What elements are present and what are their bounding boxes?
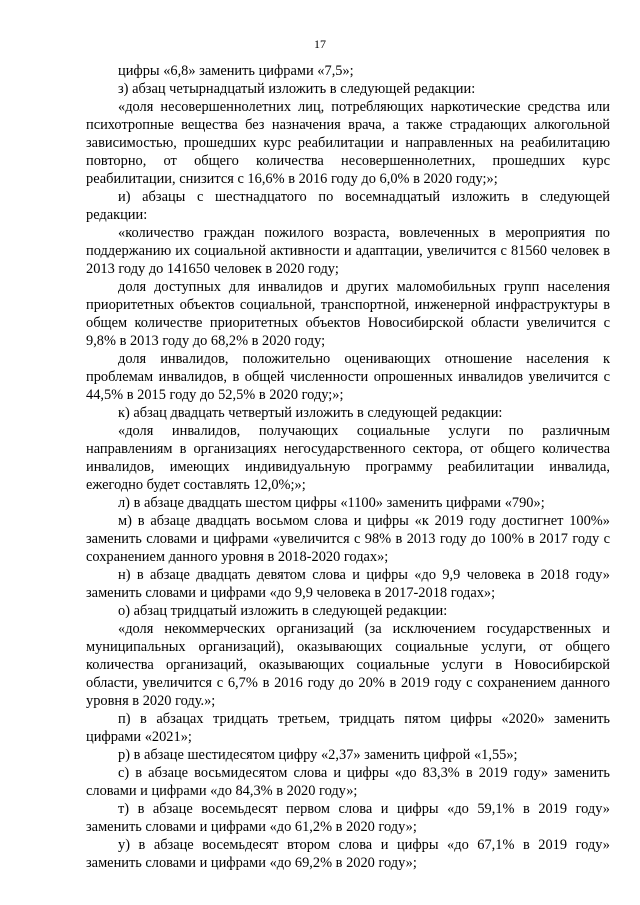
paragraph: «доля некоммерческих организаций (за исключением государственных и муниципальных организаций), оказывающих социальные услуги, от общего количества организаций, оказывающих социальные услуги в Новосибирской области, увеличится с 6,7% в 2016 году до 20% в 2019 году с сохранением данного уровня в 2020 году.»;: [86, 621, 610, 709]
paragraph: доля инвалидов, положительно оценивающих отношение населения к проблемам инвалидов, в общей численности опрошенных инвалидов увеличится с 44,5% в 2015 году до 52,5% в 2020 году;»;: [86, 351, 610, 403]
paragraph: п) в абзацах тридцать третьем, тридцать пятом цифры «2020» заменить цифрами «2021»;: [86, 711, 610, 745]
paragraph: л) в абзаце двадцать шестом цифры «1100» заменить цифрами «790»;: [118, 495, 545, 511]
paragraph: о) абзац тридцатый изложить в следующей редакции:: [118, 603, 448, 619]
paragraph: «количество граждан пожилого возраста, вовлеченных в мероприятия по поддержанию их социальной активности и адаптации, увеличится с 81560 человек в 2013 году до 141650 человек в 2020 году;: [86, 225, 610, 277]
paragraph: р) в абзаце шестидесятом цифру «2,37» заменить цифрой «1,55»;: [118, 747, 518, 763]
paragraph: т) в абзаце восемьдесят первом слова и цифры «до 59,1% в 2019 году» заменить словами и цифрами «до 61,2% в 2020 году»;: [86, 801, 610, 835]
paragraph: «доля несовершеннолетних лиц, потребляющих наркотические средства или психотропные вещества без назначения врача, а также страдающих алкогольной зависимостью, прошедших курс реабилитации и направленных на реабилитацию повторно, от общего количества несовершеннолетних, прошедших курс реабилитации, снизится с 16,6% в 2016 году до 6,0% в 2020 году;»;: [86, 99, 610, 187]
document-body: [86, 62, 610, 872]
paragraph: доля доступных для инвалидов и других маломобильных групп населения приоритетных объектов социальной, транспортной, инженерной инфраструктуры в общем количестве приоритетных объектов Новосибирской области увеличится с 9,8% в 2013 году до 68,2% в 2020 году;: [86, 279, 610, 349]
paragraph: «доля инвалидов, получающих социальные услуги по различным направлениям в организациях негосударственного сектора, от общего количества инвалидов, имеющих индивидуальную программу реабилитации инвалида, ежегодно будет составлять 12,0%;»;: [86, 423, 610, 493]
paragraph: м) в абзаце двадцать восьмом слова и цифры «к 2019 году достигнет 100%» заменить словами и цифрами «увеличится с 98% в 2013 году до 100% в 2017 году с сохранением данного уровня в 2018-2020 годах»;: [86, 513, 610, 565]
page-number: 17: [314, 37, 326, 51]
paragraph: и) абзацы с шестнадцатого по восемнадцатый изложить в следующей редакции:: [86, 189, 610, 223]
paragraph: к) абзац двадцать четвертый изложить в следующей редакции:: [118, 405, 503, 421]
paragraph: цифры «6,8» заменить цифрами «7,5»;: [118, 63, 354, 79]
paragraph: з) абзац четырнадцатый изложить в следующей редакции:: [118, 81, 476, 97]
paragraph: н) в абзаце двадцать девятом слова и цифры «до 9,9 человека в 2018 году» заменить словами и цифрами «до 9,9 человека в 2017-2018 годах»;: [86, 567, 610, 601]
paragraph: у) в абзаце восемьдесят втором слова и цифры «до 67,1% в 2019 году» заменить словами и цифрами «до 69,2% в 2020 году»;: [86, 837, 610, 871]
paragraph: с) в абзаце восьмидесятом слова и цифры «до 83,3% в 2019 году» заменить словами и цифрами «до 84,3% в 2020 году»;: [86, 765, 610, 799]
